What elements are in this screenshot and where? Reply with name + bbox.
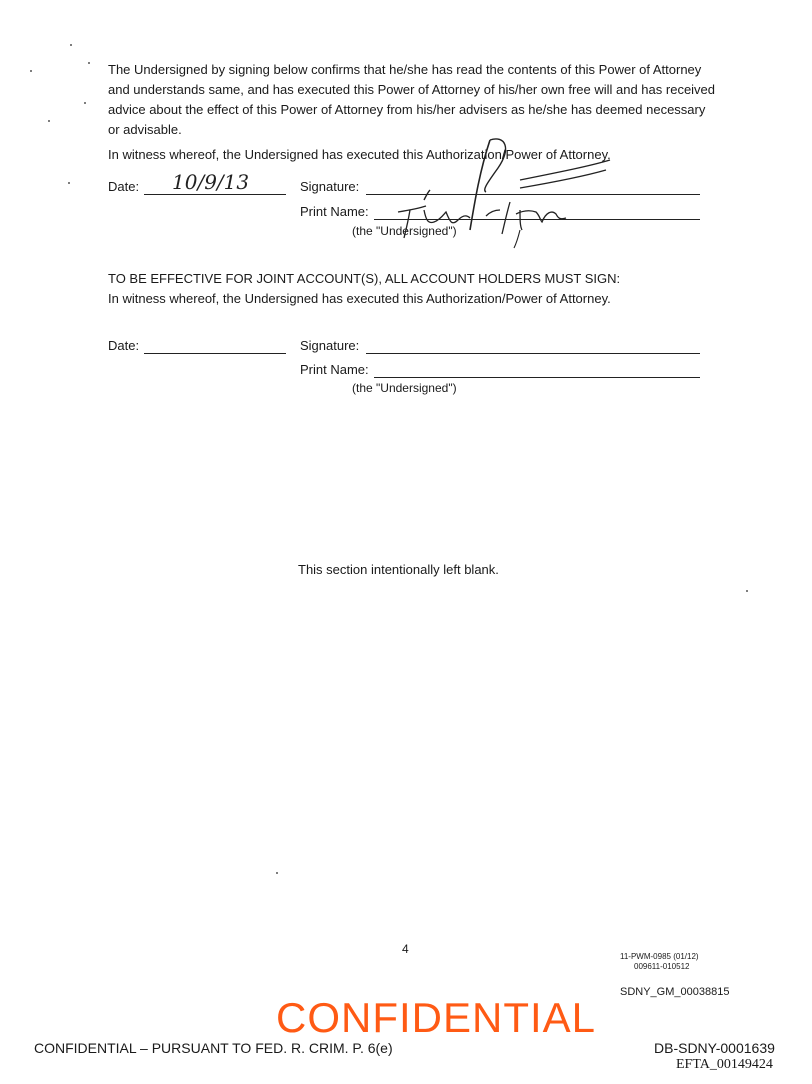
form-code: 11-PWM-0985 (01/12) bbox=[620, 952, 699, 961]
scan-speck bbox=[88, 62, 90, 64]
print-name-label: Print Name: bbox=[300, 362, 369, 377]
scan-speck bbox=[30, 70, 32, 72]
efta-number: EFTA_00149424 bbox=[676, 1057, 773, 1072]
page-number: 4 bbox=[402, 942, 409, 956]
intentionally-blank-note: This section intentionally left blank. bbox=[298, 562, 499, 577]
signature-line bbox=[366, 353, 700, 354]
confidential-stamp: CONFIDENTIAL bbox=[276, 994, 597, 1041]
bates-db-sdny: DB-SDNY-0001639 bbox=[654, 1040, 775, 1056]
scan-speck bbox=[746, 590, 748, 592]
joint-account-heading: TO BE EFFECTIVE FOR JOINT ACCOUNT(S), ALL ACCOUNT HOLDERS MUST SIGN: bbox=[108, 271, 621, 286]
date-line bbox=[144, 194, 286, 195]
form-subcode: 009611-010512 bbox=[634, 962, 690, 971]
date-label: Date: bbox=[108, 338, 140, 353]
scan-speck bbox=[48, 120, 50, 122]
date-line bbox=[144, 353, 286, 354]
undersigned-caption: (the "Undersigned") bbox=[352, 224, 457, 238]
print-name-line bbox=[374, 377, 700, 378]
signature-label: Signature: bbox=[300, 338, 360, 353]
bates-sdny-gm: SDNY_GM_00038815 bbox=[620, 986, 730, 998]
witness-statement-joint: In witness whereof, the Undersigned has executed this Authorization/Power of Attorney. bbox=[108, 291, 611, 306]
witness-statement: In witness whereof, the Undersigned has executed this Authorization/Power of Attorney. bbox=[108, 147, 611, 162]
signature-label: Signature: bbox=[300, 179, 360, 194]
scan-speck bbox=[276, 872, 278, 874]
date-label: Date: bbox=[108, 179, 140, 194]
undersigned-caption: (the "Undersigned") bbox=[352, 381, 457, 395]
date-handwritten-value: 10/9/13 bbox=[172, 170, 250, 194]
handwritten-signature-image bbox=[370, 130, 650, 250]
print-name-label: Print Name: bbox=[300, 204, 369, 219]
scan-speck bbox=[68, 182, 70, 184]
scan-speck bbox=[84, 102, 86, 104]
confirmation-paragraph: The Undersigned by signing below confirms that he/she has read the contents of this Power of Attorney and understands same, and has executed this Power of Attorney of his/her own free will and has received advice about the effect of this Power of Attorney from his/her advisers as he/she has deemed necessary or advisable. bbox=[108, 62, 716, 137]
scan-speck bbox=[70, 44, 72, 46]
footer-confidential-notice: CONFIDENTIAL – PURSUANT TO FED. R. CRIM. P. 6(e) bbox=[34, 1040, 393, 1056]
